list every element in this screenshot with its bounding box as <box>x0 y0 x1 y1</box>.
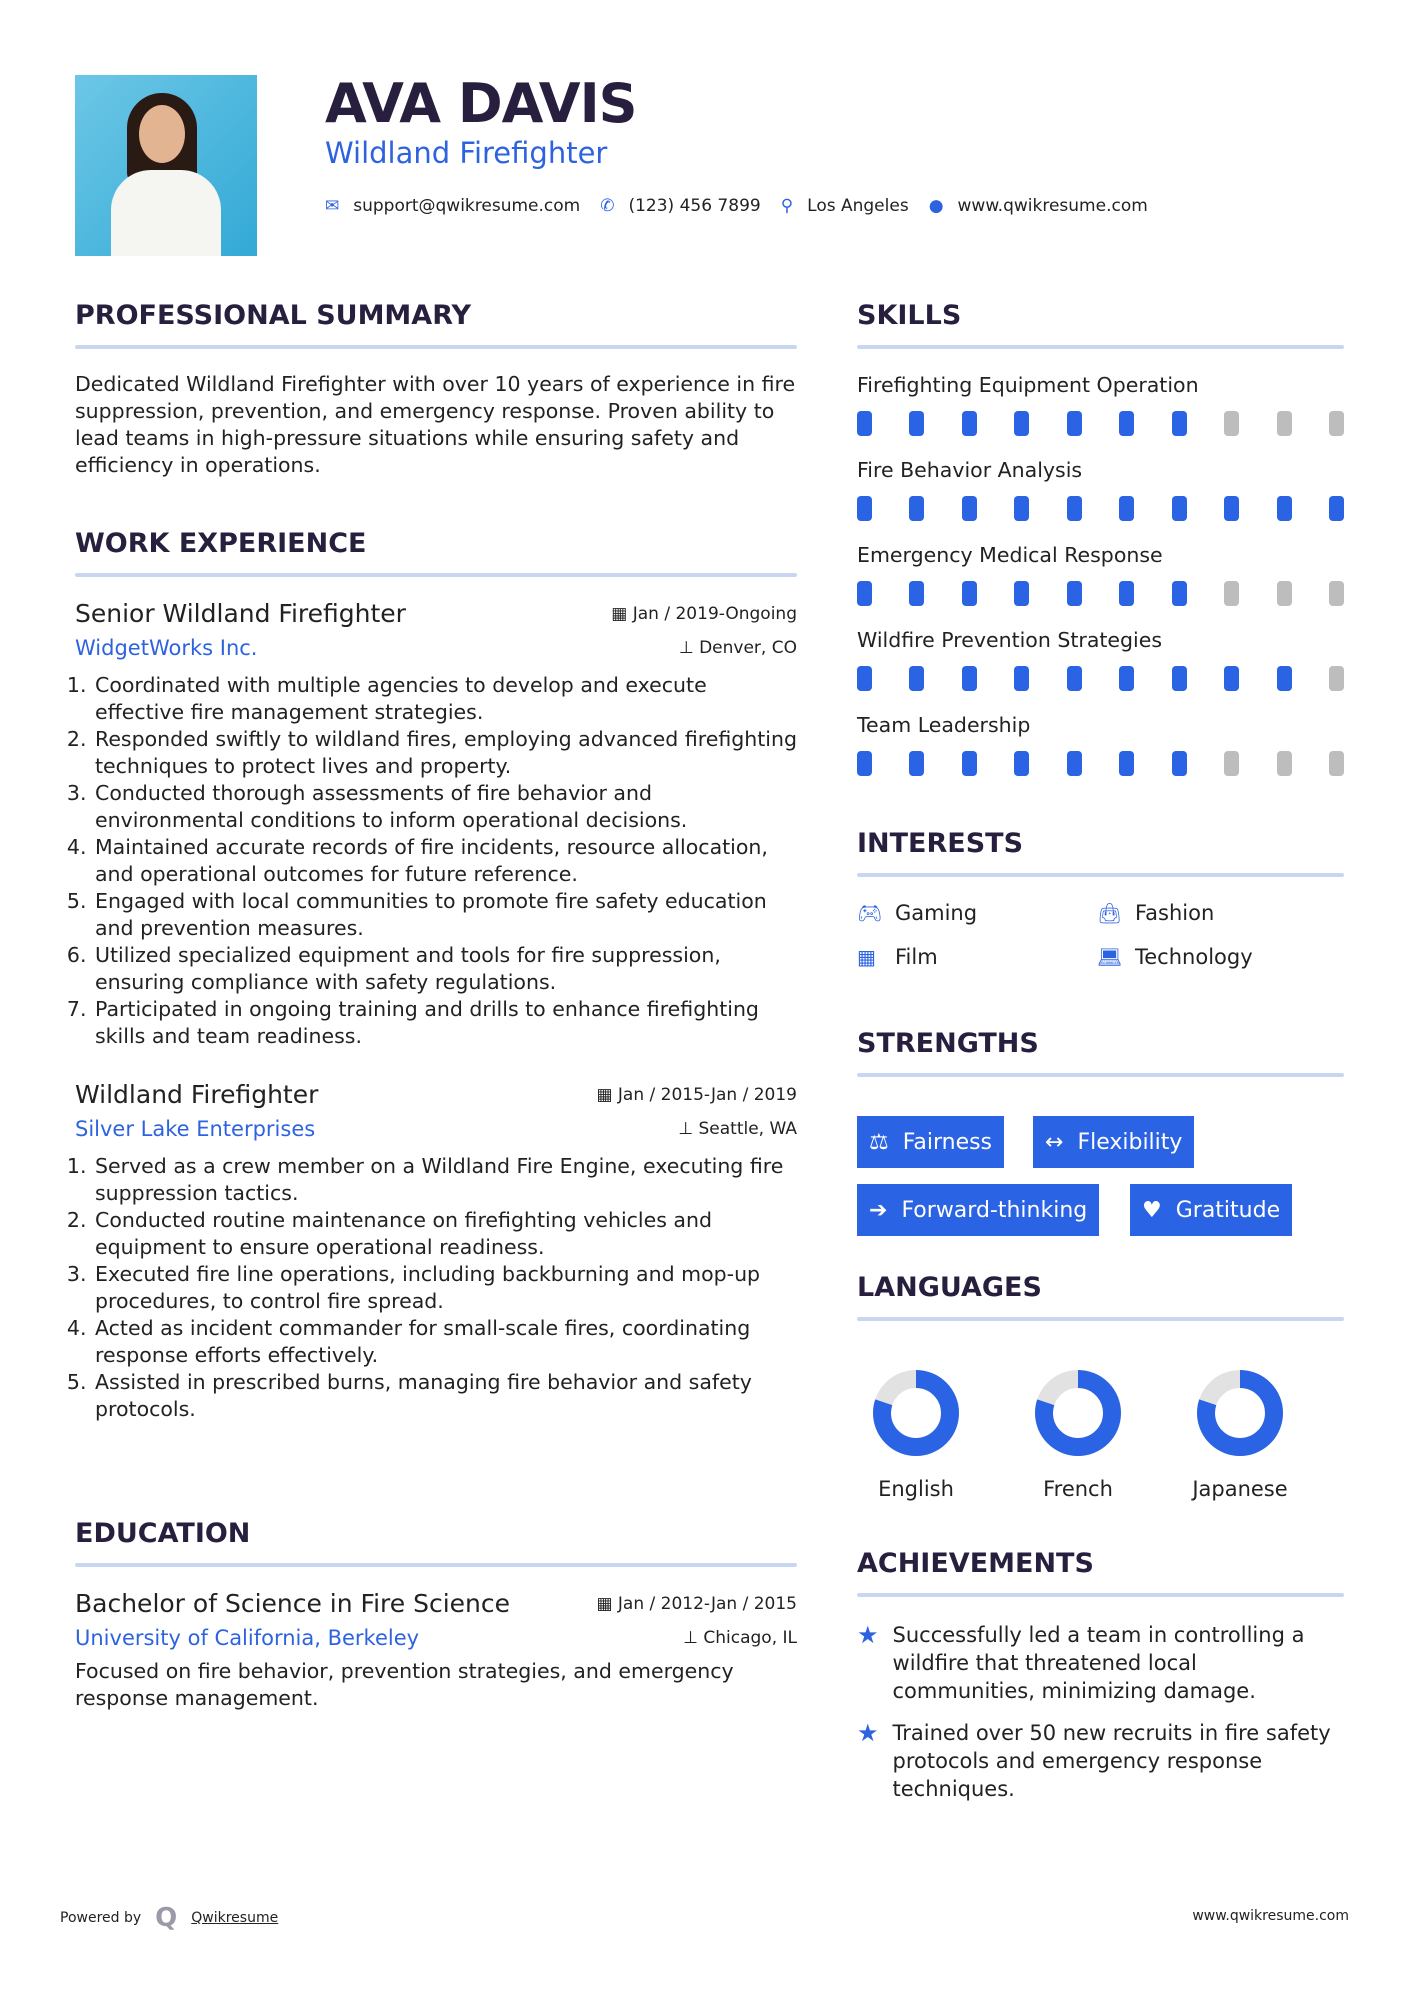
achievements-section <box>857 1548 1344 1817</box>
interest-item <box>857 901 1097 925</box>
section-heading: LANGUAGES <box>857 1272 1042 1303</box>
skill-level-bar <box>1329 581 1344 606</box>
skill-level-bar <box>1172 751 1187 776</box>
skill-level-bar <box>962 581 977 606</box>
company-name: WidgetWorks Inc. <box>75 636 258 660</box>
divider <box>857 1073 1344 1077</box>
interest-label: Technology <box>1135 945 1253 969</box>
skill-level-bar <box>962 666 977 691</box>
skill-level-bar <box>857 496 872 521</box>
date-text: Jan / 2012-Jan / 2015 <box>617 1593 797 1614</box>
job-date <box>611 604 797 624</box>
school: University of California, Berkeley <box>75 1626 420 1650</box>
film-icon: ▦ <box>857 945 876 969</box>
date-text: Jan / 2019-Ongoing <box>632 603 797 624</box>
skill-level-bar <box>1277 496 1292 521</box>
job-bullet: 1. Coordinated with multiple agencies to develop and execute effective fire management strategies. <box>93 672 797 726</box>
job-bullets <box>75 1153 797 1423</box>
section-heading: PROFESSIONAL SUMMARY <box>75 300 472 331</box>
skill-level-bar <box>1277 666 1292 691</box>
brand-link[interactable]: Qwikresume <box>191 1910 279 1926</box>
skill-level-bar <box>1224 581 1239 606</box>
phone-icon: ✆ <box>600 196 615 216</box>
strength-label: Gratitude <box>1175 1197 1281 1223</box>
job-bullet: 2. Conducted routine maintenance on firefighting vehicles and equipment to ensure operational readiness. <box>93 1207 797 1261</box>
job-title: Wildland Firefighter <box>75 1080 319 1109</box>
skill-level-bar <box>1014 751 1029 776</box>
footer-website[interactable]: www.qwikresume.com <box>1192 1908 1349 1924</box>
contact-bar <box>325 196 1168 216</box>
interest-item <box>1097 901 1337 925</box>
skill-level-bar <box>1119 751 1134 776</box>
skill-level-bar <box>857 411 872 436</box>
job-bullet: 3. Conducted thorough assessments of fire behavior and environmental conditions to inform operational decisions. <box>93 780 797 834</box>
skill-level-bar <box>1172 666 1187 691</box>
job-entry <box>75 1080 797 1423</box>
interest-item <box>1097 945 1337 969</box>
achievement-text: Successfully led a team in controlling a wildfire that threatened local communities, minimizing damage. <box>892 1623 1305 1703</box>
job-title: Senior Wildland Firefighter <box>75 599 406 628</box>
job-location <box>679 638 797 658</box>
calendar-icon: ▦ <box>596 1593 618 1614</box>
skill-name: Fire Behavior Analysis <box>857 458 1083 482</box>
footer-powered <box>60 1903 278 1933</box>
star-icon: ★ <box>857 1621 879 1649</box>
skill-level-bar <box>1277 581 1292 606</box>
skill-name: Firefighting Equipment Operation <box>857 373 1199 397</box>
language-item <box>1018 1368 1138 1501</box>
achievement-item <box>857 1621 1344 1705</box>
skill-level-bar <box>909 581 924 606</box>
skill-level-bar <box>1067 411 1082 436</box>
skill-level-bar <box>1329 411 1344 436</box>
globe-icon: ● <box>928 196 944 216</box>
arrows-h-icon: ↔ <box>1045 1129 1064 1155</box>
section-heading: SKILLS <box>857 300 962 331</box>
skill-level-bar <box>909 666 924 691</box>
language-name: English <box>878 1477 954 1501</box>
location-text: Denver, CO <box>699 638 797 658</box>
date-text: Jan / 2015-Jan / 2019 <box>617 1084 797 1105</box>
divider <box>75 573 797 577</box>
language-name: French <box>1043 1477 1113 1501</box>
interest-label: Film <box>895 945 938 969</box>
divider <box>857 1593 1344 1597</box>
strength-badge <box>857 1116 1004 1168</box>
shopping-bag-icon: 👜︎ <box>1097 901 1123 925</box>
profile-photo <box>75 75 257 256</box>
skill-rating <box>857 751 1344 776</box>
summary-section <box>75 300 797 479</box>
language-name: Japanese <box>1192 1477 1288 1501</box>
envelope-icon: ✉ <box>325 196 340 216</box>
skill-level-bar <box>1277 751 1292 776</box>
skill-level-bar <box>909 751 924 776</box>
skill-level-bar <box>1014 411 1029 436</box>
strength-badge <box>1130 1184 1292 1236</box>
skill-level-bar <box>1172 411 1187 436</box>
skill-item <box>857 713 1344 776</box>
skill-level-bar <box>1014 496 1029 521</box>
skill-level-bar <box>1119 496 1134 521</box>
skill-item <box>857 458 1344 521</box>
skill-level-bar <box>1329 666 1344 691</box>
degree: Bachelor of Science in Fire Science <box>75 1589 511 1618</box>
strength-label: Flexibility <box>1077 1129 1183 1155</box>
divider <box>857 873 1344 877</box>
skill-level-bar <box>1329 496 1344 521</box>
job-entry <box>75 599 797 1050</box>
skill-level-bar <box>1014 581 1029 606</box>
candidate-name: AVA DAVIS <box>325 72 637 135</box>
education-location <box>683 1628 797 1648</box>
skill-rating <box>857 411 1344 436</box>
skill-level-bar <box>962 411 977 436</box>
skill-name: Team Leadership <box>857 713 1031 737</box>
skill-level-bar <box>857 666 872 691</box>
calendar-icon: ▦ <box>611 603 633 624</box>
skill-name: Emergency Medical Response <box>857 543 1163 567</box>
divider <box>75 345 797 349</box>
job-bullet: 6. Utilized specialized equipment and tools for fire suppression, ensuring compliance with safety regulations. <box>93 942 797 996</box>
skills-section <box>857 300 1344 798</box>
heart-icon: ♥ <box>1142 1197 1162 1223</box>
skill-item <box>857 373 1344 436</box>
balance-scale-icon: ⚖ <box>869 1129 889 1155</box>
education-section <box>75 1518 797 1712</box>
job-bullet: 4. Acted as incident commander for small-scale fires, coordinating response efforts effectively. <box>93 1315 797 1369</box>
skill-level-bar <box>1119 581 1134 606</box>
pin-icon: ⊥ <box>683 1628 704 1648</box>
skill-name: Wildfire Prevention Strategies <box>857 628 1163 652</box>
divider <box>857 345 1344 349</box>
section-heading: EDUCATION <box>75 1518 251 1549</box>
education-date <box>596 1594 797 1614</box>
location: Los Angeles <box>807 196 909 216</box>
interest-label: Fashion <box>1135 901 1215 925</box>
strength-badge <box>857 1184 1099 1236</box>
section-heading: STRENGTHS <box>857 1028 1039 1059</box>
skill-level-bar <box>1224 496 1239 521</box>
skill-level-bar <box>1329 751 1344 776</box>
job-bullet: 4. Maintained accurate records of fire incidents, resource allocation, and operational outcomes for future reference. <box>93 834 797 888</box>
education-text: Focused on fire behavior, prevention strategies, and emergency response management. <box>75 1659 734 1710</box>
skill-item <box>857 628 1344 691</box>
strengths-section <box>857 1028 1344 1248</box>
language-donut <box>871 1368 961 1458</box>
languages-section <box>857 1272 1344 1512</box>
skill-level-bar <box>1277 411 1292 436</box>
skill-level-bar <box>1172 581 1187 606</box>
email[interactable]: support@qwikresume.com <box>353 196 581 216</box>
skill-level-bar <box>962 751 977 776</box>
job-bullet: 3. Executed fire line operations, including backburning and mop-up procedures, to control fire spread. <box>93 1261 797 1315</box>
section-heading: INTERESTS <box>857 828 1024 859</box>
skill-rating <box>857 496 1344 521</box>
job-location <box>678 1119 797 1139</box>
achievement-item <box>857 1719 1344 1803</box>
skill-item <box>857 543 1344 606</box>
strength-badge <box>1033 1116 1194 1168</box>
pin-icon: ⊥ <box>678 1119 699 1139</box>
interests-section <box>857 828 1344 969</box>
strength-label: Forward-thinking <box>901 1197 1088 1223</box>
location-text: Chicago, IL <box>703 1628 797 1648</box>
gamepad-icon: 🎮︎ <box>857 901 883 925</box>
job-bullet: 1. Served as a crew member on a Wildland Fire Engine, executing fire suppression tactics. <box>93 1153 797 1207</box>
calendar-icon: ▦ <box>596 1084 618 1105</box>
pin-icon: ⊥ <box>678 638 700 658</box>
skill-level-bar <box>962 496 977 521</box>
skill-level-bar <box>1224 666 1239 691</box>
skill-level-bar <box>909 411 924 436</box>
skill-level-bar <box>1067 666 1082 691</box>
skill-level-bar <box>857 581 872 606</box>
job-bullet: 5. Engaged with local communities to promote fire safety education and prevention measures. <box>93 888 797 942</box>
divider <box>857 1317 1344 1321</box>
job-bullet: 2. Responded swiftly to wildland fires, employing advanced firefighting techniques to protect lives and property. <box>93 726 797 780</box>
powered-by-text: Powered by <box>60 1910 142 1926</box>
location-text: Seattle, WA <box>698 1119 797 1139</box>
skill-level-bar <box>1224 751 1239 776</box>
achievement-text: Trained over 50 new recruits in fire safety protocols and emergency response techniques. <box>892 1721 1331 1801</box>
language-donut <box>1195 1368 1285 1458</box>
skill-level-bar <box>1119 666 1134 691</box>
phone[interactable]: (123) 456 7899 <box>628 196 761 216</box>
star-icon: ★ <box>857 1719 879 1747</box>
summary-text: Dedicated Wildland Firefighter with over 10 years of experience in fire suppression, prevention, and emergency response. Proven ability to lead teams in high-pressure situations while ensuring safety and efficiency in operations. <box>75 372 796 477</box>
job-title: Wildland Firefighter <box>325 136 608 170</box>
skill-level-bar <box>1224 411 1239 436</box>
skill-level-bar <box>1067 581 1082 606</box>
skill-level-bar <box>1067 751 1082 776</box>
qwikresume-logo-icon: Q <box>155 1903 178 1933</box>
job-bullets <box>75 672 797 1050</box>
skill-level-bar <box>1067 496 1082 521</box>
language-donut <box>1033 1368 1123 1458</box>
language-item <box>1180 1368 1300 1501</box>
company-name: Silver Lake Enterprises <box>75 1117 316 1141</box>
skill-level-bar <box>909 496 924 521</box>
skill-level-bar <box>1014 666 1029 691</box>
map-marker-icon: ⚲ <box>780 196 794 216</box>
job-date <box>596 1085 797 1105</box>
arrow-right-icon: ➔ <box>869 1197 888 1223</box>
skill-level-bar <box>1172 496 1187 521</box>
interest-label: Gaming <box>895 901 978 925</box>
skill-rating <box>857 581 1344 606</box>
skill-level-bar <box>1119 411 1134 436</box>
skill-rating <box>857 666 1344 691</box>
section-heading: WORK EXPERIENCE <box>75 528 367 559</box>
strength-label: Fairness <box>902 1129 993 1155</box>
language-item <box>856 1368 976 1501</box>
job-bullet: 7. Participated in ongoing training and drills to enhance firefighting skills and team readiness. <box>93 996 797 1050</box>
skill-level-bar <box>857 751 872 776</box>
laptop-icon: 💻︎ <box>1097 945 1123 969</box>
experience-section <box>75 528 797 1423</box>
divider <box>75 1563 797 1567</box>
job-bullet: 5. Assisted in prescribed burns, managing fire behavior and safety protocols. <box>93 1369 797 1423</box>
section-heading: ACHIEVEMENTS <box>857 1548 1094 1579</box>
interest-item <box>857 945 1097 969</box>
website[interactable]: www.qwikresume.com <box>957 196 1148 216</box>
